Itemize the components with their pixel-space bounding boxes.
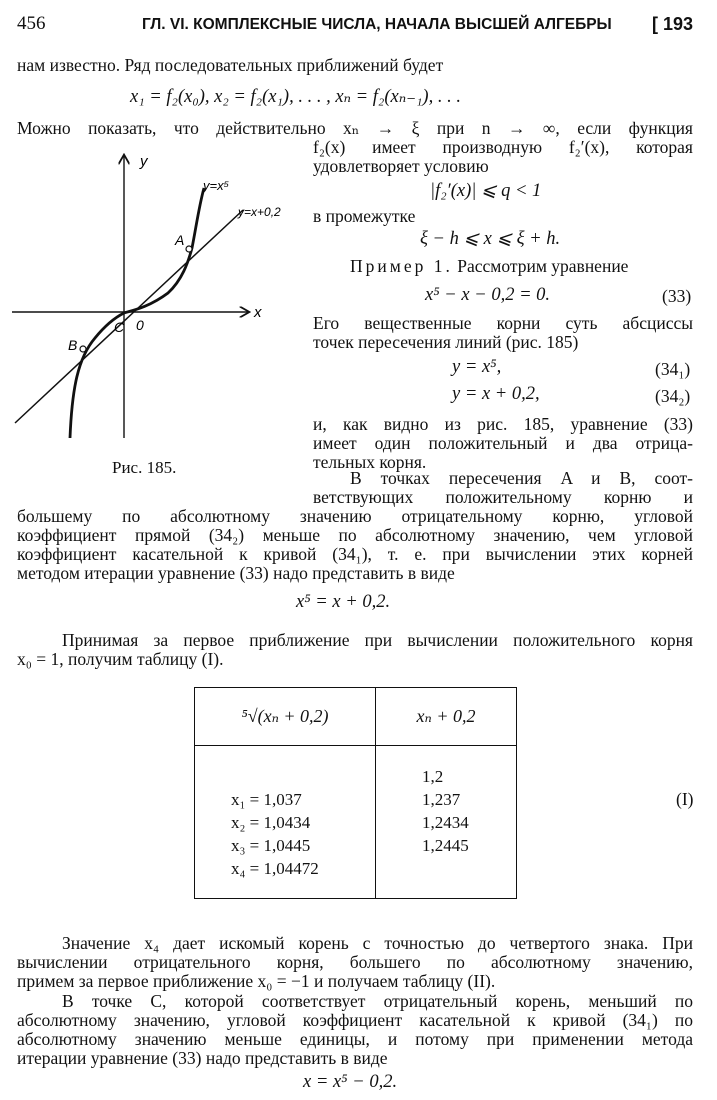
paragraph-line: нам известно. Ряд последовательных приближений будет (17, 55, 444, 75)
running-title: ГЛ. VI. КОМПЛЕКСНЫЕ ЧИСЛА, НАЧАЛА ВЫСШЕЙ АЛГЕБРЫ (142, 16, 612, 33)
paragraph-line: x₀ = 1, получим таблицу (I). (17, 649, 224, 669)
paragraph-line: ветствующих положительному корню и (313, 487, 693, 507)
point-a-marker (186, 246, 192, 252)
figure-caption: Рис. 185. (112, 458, 177, 477)
paragraph-line: коэффициент касательной к кривой (34₁), т. е. при вычислении этих корней (17, 544, 693, 564)
paragraph-line: итерации уравнение (33) надо представить в виде (17, 1048, 388, 1068)
paragraph-line: В точках пересечения A и B, соот- (350, 468, 693, 488)
table-value (422, 857, 516, 880)
paragraph-line: методом итерации уравнение (33) надо представить в виде (17, 563, 455, 583)
paragraph-line: Принимая за первое приближение при вычислении положительного корня (62, 630, 693, 650)
paragraph-line: имеет один положительный и два отрица- (313, 433, 693, 453)
paragraph-line: Значение x₄ дает искомый корень с точностью до четвертого знака. При (62, 933, 693, 953)
section-marker: [ 193 (652, 14, 694, 34)
point-b-marker (80, 346, 86, 352)
line-label: y=x+0,2 (238, 205, 281, 219)
table-label: (I) (676, 789, 694, 809)
equation-condition: |f₂′(x)| ⩽ q < 1 (430, 181, 542, 201)
column-header: xₙ + 0,2 (416, 706, 476, 726)
paragraph-line: Его вещественные корни суть абсциссы (313, 313, 693, 333)
equation-34-1: y = x⁵, (452, 357, 502, 377)
paragraph-line: f₂(x) имеет производную f₂′(x), которая (313, 137, 693, 157)
table-body-cell (376, 746, 517, 899)
table-value: 1,237 (422, 790, 461, 809)
figure-185 (0, 148, 290, 448)
equation-iteration-2: x = x⁵ − 0,2. (303, 1072, 398, 1092)
paragraph-line: абсолютному значению меньше единицы, и потому при применении метода (17, 1029, 693, 1049)
table-value: x₂ = 1,0434 (231, 813, 311, 832)
example-label: Пример 1. (350, 256, 453, 276)
table-value: 1,2445 (422, 836, 469, 855)
paragraph-line: большему по абсолютному значению отрицательному корню, угловой (17, 506, 693, 526)
table-value: x₃ = 1,0445 (231, 836, 311, 855)
table-header-cell (376, 688, 517, 746)
curve-label: y=x⁵ (203, 178, 230, 193)
equation-number: (34₂) (655, 386, 691, 406)
table-value: 1,2434 (422, 813, 469, 832)
equation-iteration-1: x⁵ = x + 0,2. (296, 592, 391, 612)
equation-number: (33) (662, 286, 692, 306)
example-heading (350, 256, 628, 276)
point-b-label: B (68, 337, 78, 353)
paragraph-line: и, как видно из рис. 185, уравнение (33) (313, 414, 693, 434)
table-header-cell (195, 688, 376, 746)
point-a-label: A (175, 232, 185, 248)
column-header: ⁵√(xₙ + 0,2) (241, 706, 329, 726)
table-value: x₄ = 1,04472 (231, 859, 319, 878)
paragraph-line: примем за первое приближение x₀ = −1 и получаем таблицу (II). (17, 971, 496, 991)
equation-interval: ξ − h ⩽ x ⩽ ξ + h. (420, 229, 561, 249)
example-text: Рассмотрим уравнение (457, 256, 629, 276)
equation-number: (34₁) (655, 359, 691, 379)
table-body-cell (195, 746, 376, 899)
paragraph-line: тельных корня. (313, 452, 427, 472)
paragraph-line: в промежутке (313, 206, 416, 226)
quintic-curve (70, 188, 204, 438)
equation-33: x⁵ − x − 0,2 = 0. (425, 285, 551, 305)
table-value: 1,2 (422, 767, 444, 786)
table-value (231, 765, 375, 788)
x-axis-label: x (254, 304, 262, 321)
paragraph-line: точек пересечения линий (рис. 185) (313, 332, 579, 352)
equation-sequence: x₁ = f₂(x₀), x₂ = f₂(x₁), . . . , xₙ = f₂(xₙ₋₁), . . . (130, 87, 461, 107)
y-axis-label: y (140, 153, 148, 170)
equation-34-2: y = x + 0,2, (452, 384, 540, 404)
paragraph-line: абсолютному значению, угловой коэффициент касательной к кривой (34₁) по (17, 1010, 693, 1030)
paragraph-line: удовлетворяет условию (313, 156, 489, 176)
point-c-label: C (114, 319, 125, 335)
paragraph-line: В точке C, которой соответствует отрицательный корень, меньший по (62, 991, 693, 1011)
paragraph-line: вычислении отрицательного корня, большего по абсолютному значению, (17, 952, 693, 972)
iteration-table (194, 687, 517, 899)
linear-line (15, 210, 243, 423)
table-value: x₁ = 1,037 (231, 790, 302, 809)
page-number: 456 (17, 13, 46, 34)
paragraph-line: Можно показать, что действительно xₙ → ξ при n → ∞, если функция (17, 118, 693, 138)
paragraph-line: коэффициент прямой (34₂) меньше по абсолютному значению, чем угловой (17, 525, 693, 545)
origin-label: 0 (136, 317, 144, 333)
